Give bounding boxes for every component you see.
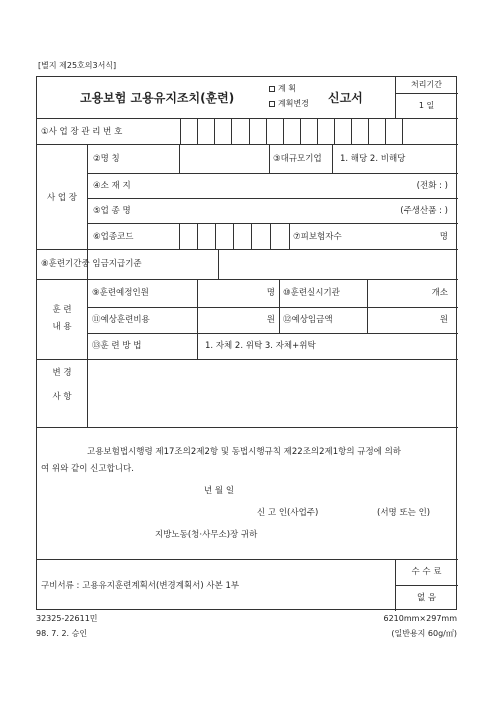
digit-box xyxy=(317,118,318,144)
wage-amount-unit: 원 xyxy=(439,315,448,325)
option-change[interactable] xyxy=(269,100,309,108)
address-label: ④소 재 지 xyxy=(93,181,131,191)
insured-label: ⑦피보험자수 xyxy=(293,232,342,242)
rule xyxy=(289,223,290,249)
training-group-label-2: 내 용 xyxy=(52,322,72,332)
rule xyxy=(218,249,219,279)
digit-box xyxy=(251,223,252,249)
rule xyxy=(37,249,458,250)
industry-code-label: ⑥업종코드 xyxy=(93,232,134,242)
declaration-date: 년 월 일 xyxy=(204,486,235,496)
option-plan[interactable] xyxy=(269,85,296,93)
name-label: ②명 칭 xyxy=(93,154,120,164)
digit-box xyxy=(233,223,234,249)
rule xyxy=(37,359,458,360)
digit-box xyxy=(351,118,352,144)
rule xyxy=(37,118,458,119)
digit-box xyxy=(385,118,386,144)
digit-box xyxy=(300,118,301,144)
signature-label: (서명 또는 인) xyxy=(377,508,431,518)
trainees-label: ⑨훈련예정인원 xyxy=(92,288,149,298)
digit-box xyxy=(266,118,267,144)
paper-size: 6210mm×297mm xyxy=(383,614,457,623)
rule xyxy=(37,279,458,280)
digit-box xyxy=(214,118,215,144)
form-title: 고용보험 고용유지조치(훈련) xyxy=(80,91,235,105)
declaration-line-1: 고용보험법시행령 제17조의2제2항 및 동법시행규칙 제22조의2제1항의 규정에 의하 xyxy=(87,447,402,457)
digit-box xyxy=(283,118,284,144)
rule xyxy=(395,585,458,586)
cost-unit: 원 xyxy=(266,315,275,325)
rule xyxy=(87,173,458,174)
rule xyxy=(395,559,396,611)
rule xyxy=(87,307,458,308)
biz-no-label: ①사 업 장 관 리 번 호 xyxy=(41,127,123,137)
digit-box xyxy=(215,223,216,249)
declaration-line-2: 여 위와 같이 신고합니다. xyxy=(41,464,134,474)
form-title-tail: 신고서 xyxy=(328,91,363,105)
rule xyxy=(367,279,368,333)
rule xyxy=(332,144,333,173)
digit-box xyxy=(231,118,232,144)
digit-box xyxy=(270,223,271,249)
insured-unit: 명 xyxy=(439,232,448,242)
training-group-label-1: 훈 련 xyxy=(52,305,72,315)
rule xyxy=(279,279,280,333)
paper-type: (일반용지 60g/㎡) xyxy=(391,629,457,638)
fee-label: 수 수 료 xyxy=(411,567,442,577)
period-value: 1 일 xyxy=(418,101,435,110)
biz-group-label: 사 업 장 xyxy=(46,193,78,203)
rule xyxy=(179,223,180,249)
fee-value: 없 음 xyxy=(416,593,437,603)
change-label-1: 변 경 xyxy=(52,368,72,378)
industry-label: ⑤업 종 명 xyxy=(93,206,131,216)
digit-box xyxy=(368,118,369,144)
wage-basis-label: ⑧훈련기간중 임금지급기준 xyxy=(41,259,142,269)
product-label: (주생산품 : ) xyxy=(400,206,448,216)
rule xyxy=(180,118,181,144)
institutions-label: ⑩훈련실시기관 xyxy=(283,288,340,298)
recipient-label: 지방노동(청·사무소)장 귀하 xyxy=(155,530,258,540)
institutions-unit: 개소 xyxy=(431,288,448,298)
cost-label: ⑪예상훈련비용 xyxy=(92,315,150,325)
rule xyxy=(87,223,458,224)
period-label: 처리기간 xyxy=(411,80,442,89)
rule xyxy=(269,144,270,173)
option-change-label: 계획변경 xyxy=(278,99,309,108)
trainees-unit: 명 xyxy=(266,288,275,298)
reporter-label: 신 고 인(사업주) xyxy=(257,508,319,518)
digit-box xyxy=(334,118,335,144)
checkbox-icon[interactable] xyxy=(269,101,275,107)
rule xyxy=(395,93,458,94)
method-label: ⑬훈 련 방 법 xyxy=(92,341,142,351)
option-plan-label: 계 획 xyxy=(278,84,296,93)
large-corp-label: ③대규모기업 xyxy=(273,154,322,164)
rule xyxy=(87,198,458,199)
change-label-2: 사 항 xyxy=(52,392,72,402)
rule xyxy=(197,333,198,359)
large-corp-options: 1. 해당 2. 비해당 xyxy=(340,154,406,164)
attachment-label: 구비서류 : 고용유지훈련계획서(변경계획서) 사본 1부 xyxy=(41,581,240,591)
rule xyxy=(87,279,88,427)
digit-box xyxy=(197,223,198,249)
phone-label: (전화 : ) xyxy=(416,181,448,191)
digit-box xyxy=(249,118,250,144)
digit-box xyxy=(197,118,198,144)
rule xyxy=(37,427,458,428)
doc-number: 32325-22611민 xyxy=(36,614,98,623)
approval-date: 98. 7. 2. 승인 xyxy=(36,629,88,638)
rule xyxy=(87,333,458,334)
checkbox-icon[interactable] xyxy=(269,86,275,92)
digit-box xyxy=(402,118,403,144)
rule xyxy=(179,144,180,173)
method-options: 1. 자체 2. 위탁 3. 자체+위탁 xyxy=(205,341,316,351)
report-form xyxy=(36,76,457,610)
form-code: [별지 제25호의3서식] xyxy=(38,61,117,70)
rule xyxy=(37,144,458,145)
wage-amount-label: ⑫예상임금액 xyxy=(283,315,333,325)
rule xyxy=(197,279,198,333)
